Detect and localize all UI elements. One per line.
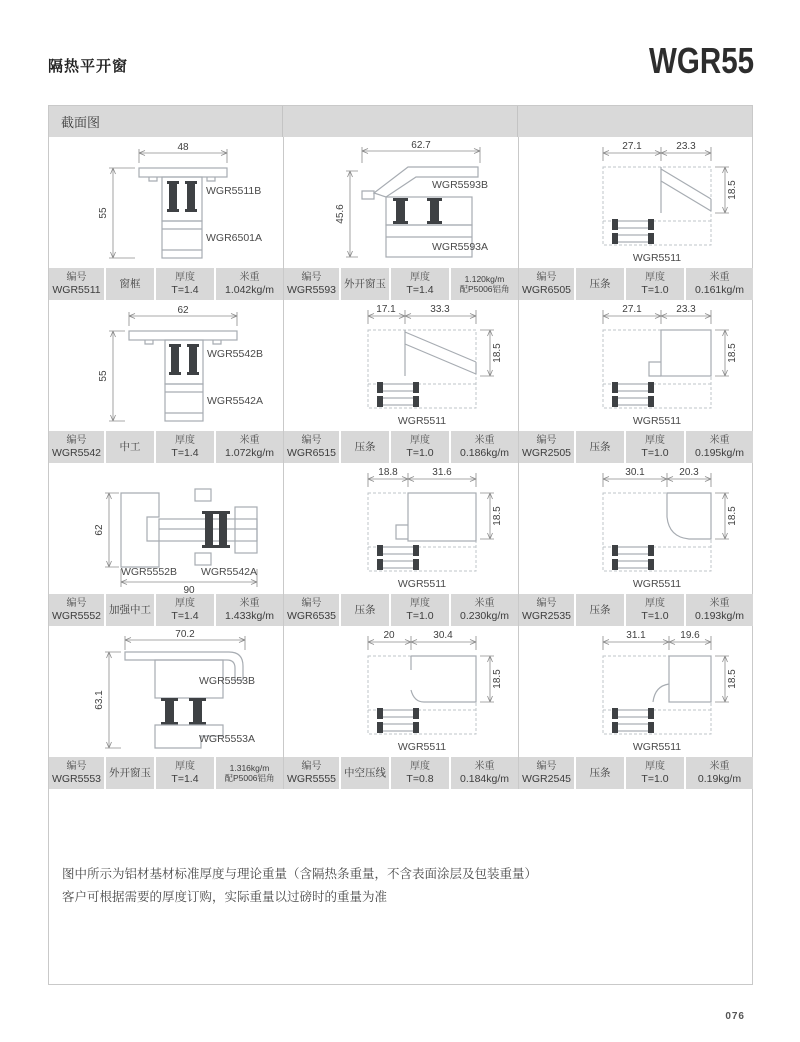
- part-label: WGR5511: [632, 741, 682, 753]
- dim-top-label: 62: [177, 305, 189, 316]
- profile-row-4: [49, 626, 752, 789]
- section-header-label: 截面图: [49, 106, 283, 137]
- part-label: WGR5511: [397, 415, 447, 427]
- spec-bar: [284, 431, 518, 463]
- cross-section-drawing: [519, 626, 753, 757]
- profile-drawing-wgr6535: [284, 463, 518, 594]
- profile-row-2: [49, 300, 752, 463]
- spec-bar: [284, 594, 518, 626]
- spec-code: 编号 WGR5593: [284, 268, 339, 300]
- spec-code: 编号 WGR6535: [284, 594, 339, 626]
- part-label: WGR5511: [397, 578, 447, 590]
- spec-weight: 米重 0.195kg/m: [686, 431, 753, 463]
- cross-section-drawing: [49, 300, 283, 431]
- profile-drawing-wgr5593: [284, 137, 518, 268]
- part-label: WGR5511: [632, 252, 682, 264]
- spec-code: 编号 WGR5511: [49, 268, 104, 300]
- profile-outline: [603, 656, 711, 734]
- spec-code: 编号 WGR2505: [519, 431, 574, 463]
- spec-name: 压条: [341, 594, 389, 626]
- profile-outline: [368, 330, 476, 408]
- dimension-lines: [603, 473, 729, 539]
- profile-outline: [129, 331, 237, 421]
- page-number: 076: [725, 1011, 745, 1022]
- dim-left-label: 45.6: [335, 204, 346, 224]
- dimension-lines: [368, 636, 494, 702]
- spec-bar: [519, 268, 753, 300]
- spec-thickness: 厚度 T=1.0: [626, 757, 684, 789]
- dim-top-label: 23.3: [676, 304, 696, 315]
- cross-section-drawing: [519, 300, 753, 431]
- profile-outline: [368, 493, 476, 571]
- part-label: WGR5511B: [206, 185, 262, 197]
- dim-top-label: 18.8: [378, 467, 398, 478]
- dim-top-label: 30.1: [625, 467, 645, 478]
- profile-drawing-wgr5552: [49, 463, 283, 594]
- spec-weight: 米重 1.433kg/m: [216, 594, 283, 626]
- profile-outline: [121, 489, 257, 567]
- dim-top-label: 27.1: [622, 304, 642, 315]
- dimension-lines: [603, 147, 729, 213]
- profile-cell-wgr2545: [519, 626, 753, 789]
- cross-section-drawing: [49, 137, 283, 268]
- spec-bar: [519, 594, 753, 626]
- spec-code: 编号 WGR6505: [519, 268, 574, 300]
- dim-left-label: 62: [94, 524, 105, 536]
- part-label: WGR5542A: [207, 395, 264, 407]
- part-label: WGR6501A: [206, 232, 263, 244]
- spec-thickness: 厚度 T=1.0: [391, 431, 449, 463]
- profile-cell-wgr2505: [519, 300, 753, 463]
- dim-right-label: 18.5: [727, 669, 738, 689]
- dim-top-label: 31.6: [432, 467, 452, 478]
- dim-right-label: 18.5: [727, 180, 738, 200]
- profile-drawing-wgr5511: [49, 137, 283, 268]
- profile-cell-wgr5552: [49, 463, 284, 626]
- dim-left-label: 55: [98, 207, 109, 219]
- part-label: WGR5552B: [120, 566, 178, 578]
- profile-cell-wgr6515: [284, 300, 519, 463]
- dim-top-label: 27.1: [622, 141, 642, 152]
- dim-bottom-label: 90: [183, 585, 195, 594]
- dim-top-label: 70.2: [175, 629, 195, 640]
- profile-drawing-wgr2545: [519, 626, 753, 757]
- profile-cell-wgr6505: [519, 137, 753, 300]
- section-header-cell: [518, 106, 752, 137]
- spec-thickness: 厚度 T=1.0: [626, 594, 684, 626]
- section-header-row: [49, 106, 752, 137]
- dim-left-label: 55: [98, 370, 109, 382]
- spec-weight: 米重 0.230kg/m: [451, 594, 518, 626]
- page-title: 隔热平开窗: [48, 58, 129, 75]
- dimension-lines: [603, 310, 729, 376]
- dim-right-label: 18.5: [727, 343, 738, 363]
- part-label: WGR5593B: [432, 179, 489, 191]
- spec-bar: [49, 268, 283, 300]
- spec-weight: 1.120kg/m 配P5006铝角: [451, 268, 518, 300]
- profile-cell-wgr5511: [49, 137, 284, 300]
- series-model: WGR55: [649, 40, 754, 81]
- dim-top-label: 17.1: [376, 304, 396, 315]
- dim-top-label: 62.7: [411, 140, 431, 151]
- cross-section-drawing: [519, 463, 753, 594]
- spec-weight: 1.316kg/m 配P5006铝角: [216, 757, 283, 789]
- section-table: [48, 105, 753, 985]
- cross-section-drawing: [284, 300, 518, 431]
- dim-top-label: 33.3: [430, 304, 450, 315]
- dim-left-label: 63.1: [94, 690, 105, 710]
- spec-name: 中工: [106, 431, 154, 463]
- spec-thickness: 厚度 T=1.4: [156, 594, 214, 626]
- dim-top-label: 19.6: [680, 630, 700, 641]
- spec-bar: [49, 431, 283, 463]
- profile-outline: [139, 168, 227, 258]
- dim-right-label: 18.5: [492, 343, 503, 363]
- profile-outline: [603, 167, 711, 245]
- spec-bar: [49, 594, 283, 626]
- spec-name: 外开窗玉: [106, 757, 154, 789]
- profile-cell-wgr5553: [49, 626, 284, 789]
- spec-name: 压条: [576, 594, 624, 626]
- profile-row-1: [49, 137, 752, 300]
- spec-bar: [49, 757, 283, 789]
- profile-drawing-wgr6505: [519, 137, 753, 268]
- cross-section-drawing: [284, 137, 518, 268]
- part-label: WGR5593A: [432, 241, 489, 253]
- spec-bar: [284, 268, 518, 300]
- dimension-lines: [603, 636, 729, 702]
- profile-drawing-wgr2505: [519, 300, 753, 431]
- dim-top-label: 20: [383, 630, 395, 641]
- cross-section-drawing: [49, 463, 283, 594]
- dimension-lines: [368, 473, 494, 539]
- spec-code: 编号 WGR2535: [519, 594, 574, 626]
- spec-thickness: 厚度 T=1.4: [156, 431, 214, 463]
- profile-drawing-wgr2535: [519, 463, 753, 594]
- spec-thickness: 厚度 T=1.4: [156, 268, 214, 300]
- dim-top-label: 20.3: [679, 467, 699, 478]
- dim-right-label: 18.5: [492, 506, 503, 526]
- spec-name: 压条: [576, 268, 624, 300]
- profile-cell-wgr5555: [284, 626, 519, 789]
- spec-name: 窗框: [106, 268, 154, 300]
- cross-section-drawing: [519, 137, 753, 268]
- spec-code: 编号 WGR5552: [49, 594, 104, 626]
- part-label: WGR5542B: [207, 348, 264, 360]
- spec-bar: [284, 757, 518, 789]
- spec-name: 压条: [576, 431, 624, 463]
- spec-name: 加强中工: [106, 594, 154, 626]
- spec-bar: [519, 757, 753, 789]
- profile-cell-wgr2535: [519, 463, 753, 626]
- spec-weight: 米重 1.072kg/m: [216, 431, 283, 463]
- spec-name: 外开窗玉: [341, 268, 389, 300]
- profile-row-3: [49, 463, 752, 626]
- profile-drawing-wgr5553: [49, 626, 283, 757]
- spec-code: 编号 WGR6515: [284, 431, 339, 463]
- cross-section-drawing: [284, 463, 518, 594]
- part-label: WGR5553A: [199, 733, 256, 745]
- profile-cell-wgr5542: [49, 300, 284, 463]
- profile-drawing-wgr5555: [284, 626, 518, 757]
- profile-outline: [368, 656, 476, 734]
- cross-section-drawing: [284, 626, 518, 757]
- spec-weight: 米重 0.184kg/m: [451, 757, 518, 789]
- part-label: WGR5553B: [199, 675, 256, 687]
- dim-top-label: 48: [177, 142, 189, 153]
- dim-right-label: 18.5: [492, 669, 503, 689]
- profile-outline: [603, 493, 711, 571]
- spec-name: 压条: [576, 757, 624, 789]
- spec-thickness: 厚度 T=0.8: [391, 757, 449, 789]
- spec-code: 编号 WGR2545: [519, 757, 574, 789]
- profile-outline: [603, 330, 711, 408]
- part-label: WGR5542A: [200, 566, 258, 578]
- profile-cell-wgr5593: [284, 137, 519, 300]
- footnote-line: 图中所示为铝材基材标准厚度与理论重量（含隔热条重量，不含表面涂层及包装重量）: [62, 867, 538, 881]
- spec-weight: 米重 1.042kg/m: [216, 268, 283, 300]
- spec-thickness: 厚度 T=1.4: [156, 757, 214, 789]
- spec-thickness: 厚度 T=1.0: [626, 268, 684, 300]
- spec-bar: [519, 431, 753, 463]
- footnote-line: 客户可根据需要的厚度订购，实际重量以过磅时的重量为准: [62, 889, 388, 904]
- spec-thickness: 厚度 T=1.0: [626, 431, 684, 463]
- dimension-lines: [105, 636, 245, 748]
- cross-section-drawing: [49, 626, 283, 757]
- spec-thickness: 厚度 T=1.4: [391, 268, 449, 300]
- spec-code: 编号 WGR5555: [284, 757, 339, 789]
- part-label: WGR5511: [632, 578, 682, 590]
- spec-weight: 米重 0.193kg/m: [686, 594, 753, 626]
- spec-name: 压条: [341, 431, 389, 463]
- section-header-cell: [283, 106, 517, 137]
- dim-top-label: 23.3: [676, 141, 696, 152]
- spec-weight: 米重 0.161kg/m: [686, 268, 753, 300]
- spec-code: 编号 WGR5542: [49, 431, 104, 463]
- profile-drawing-wgr5542: [49, 300, 283, 431]
- part-label: WGR5511: [397, 741, 447, 753]
- dim-right-label: 18.5: [727, 506, 738, 526]
- profile-cell-wgr6535: [284, 463, 519, 626]
- spec-name: 中空压线: [341, 757, 389, 789]
- dim-top-label: 30.4: [433, 630, 453, 641]
- spec-weight: 米重 0.19kg/m: [686, 757, 753, 789]
- spec-thickness: 厚度 T=1.0: [391, 594, 449, 626]
- profile-drawing-wgr6515: [284, 300, 518, 431]
- spec-code: 编号 WGR5553: [49, 757, 104, 789]
- dim-top-label: 31.1: [626, 630, 646, 641]
- footnotes: [49, 789, 752, 908]
- spec-weight: 米重 0.186kg/m: [451, 431, 518, 463]
- part-label: WGR5511: [632, 415, 682, 427]
